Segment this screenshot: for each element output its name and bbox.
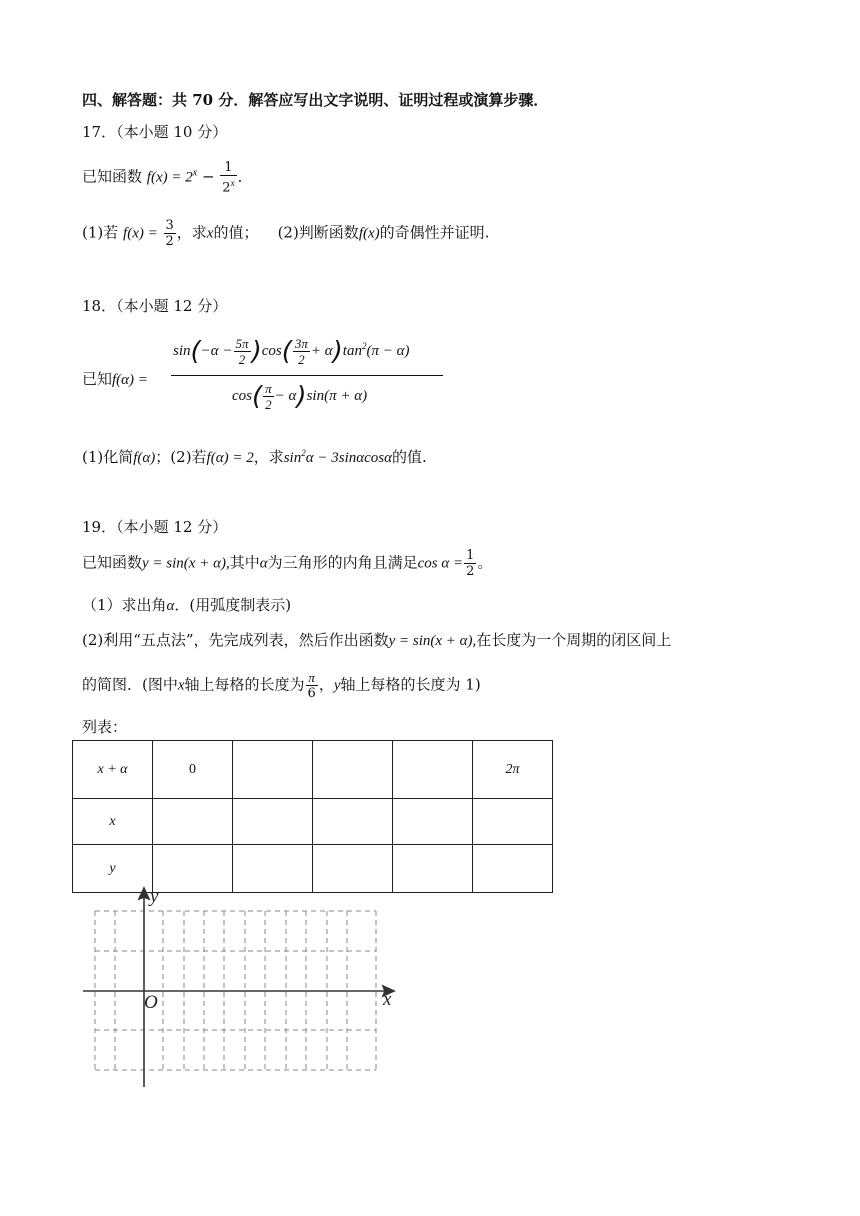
table-cell: 2π [473,741,553,799]
y-axis-arrow-icon [139,888,149,899]
origin-label: O [144,992,158,1013]
q17-part1-fraction: $\frac{3}{2}$ [165,218,174,249]
q17-given [82,160,253,195]
q18-denominator: cos( $\frac{\pi}{2}$ − α)sin(π + α) [232,381,368,412]
q17-part1-suffix: 的值； [213,223,259,242]
q19-part1: （1）求出角α．(用弧度制表示) [82,596,292,614]
table-cell: 0 [153,741,233,799]
q18-header: 18．（本小题 12 分） [82,297,228,315]
table-cell [153,799,233,845]
q19-function: y = sin(x + α), [142,555,230,572]
table-cell [313,741,393,799]
table-row [73,799,553,845]
q17-fraction-num: 1 [220,160,236,176]
q19-part2-function: y = sin(x + α), [388,633,477,649]
q17-fraction-den: 2$^x$ [222,178,235,196]
value-table [72,740,553,893]
q17-part2-fx: f(x) [358,225,380,242]
table-cell [473,845,553,893]
q18-part2-expr: $\sin^2\alpha - 3\sin\alpha\cos\alpha$ [283,448,392,466]
table-cell [393,799,473,845]
q19-given: 已知函数y = sin(x + α),其中α为三角形的内角且满足cos α = $\frac{1}{2}$ 。 [82,548,493,579]
q17-part1-mid: ，求 [176,223,207,242]
q17-fraction [220,160,236,195]
q17-given-prefix: 已知函数 [82,167,143,186]
table-cell: x + α [73,741,153,799]
q18-given-prefix: 已知f(α) = [82,370,148,388]
x-axis-label: x [383,989,392,1010]
q19-table-label: 列表： [82,718,128,736]
q17-period: ． [237,167,253,186]
section-heading: 四、解答题：共 70 分．解答应写出文字说明、证明过程或演算步骤． [82,91,549,109]
q18-part1-fa: f(α) [133,450,156,466]
table-row [73,741,553,799]
table-cell [233,741,313,799]
q18-parts: (1)化简f(α)；(2)若f(α) = 2，求$\sin^2\alpha - 3\sin\alpha\cos\alpha$的值. [82,448,427,466]
q18-lhs: f(α) = [112,372,148,388]
table-cell [393,741,473,799]
q17-parts [82,218,489,249]
q17-exponent: x [192,167,198,179]
q17-part1-var: x [206,225,214,242]
q17-function-lhs: f(x) = 2 [146,169,193,186]
q19-part2-line1: (2)利用“五点法”，先完成列表，然后作出函数y = sin(x + α),在长度为一个周期的闭区间上 [82,631,672,649]
q19-part2-line2: 的简图．(图中x轴上每格的长度为 $\frac{\pi}{6}$ ，y轴上每格的长度为 1) [82,670,481,701]
q19-header: 19．（本小题 12 分） [82,518,228,536]
coordinate-grid [78,884,398,1094]
q17-part2-prefix: (2)判断函数 [277,223,359,242]
q17-part1-prefix: (1)若 [82,223,119,242]
table-cell: x [73,799,153,845]
q17-header: 17．（本小题 10 分） [82,123,228,141]
table-cell [393,845,473,893]
q17-part2-suffix: 的奇偶性并证明. [379,223,490,242]
table-cell: y [73,845,153,893]
q18-numerator: sin(−α − $\frac{5\pi}{2}$ )cos( $\frac{3\pi}{2}$ + $\alpha)\tan^2(\pi - \alpha)$ [173,336,410,367]
q17-part1-fx: f(x) = [123,225,158,242]
table-cell [473,799,553,845]
table-cell [233,799,313,845]
table-cell [313,799,393,845]
q18-fraction-bar [171,375,443,376]
q17-minus: − [197,167,220,186]
y-axis-label: y [150,886,159,907]
q18-part2-fa: f(α) = 2 [206,450,254,466]
